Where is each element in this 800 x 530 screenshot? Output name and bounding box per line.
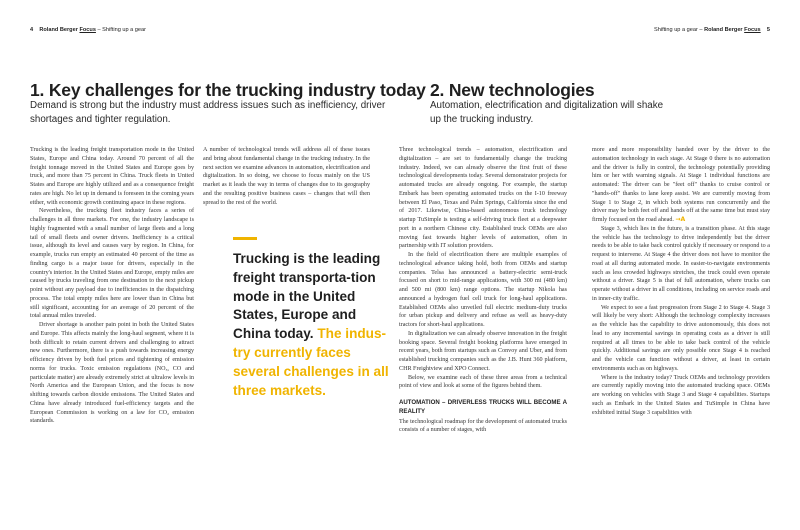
- brand-left: Roland Berger: [39, 27, 78, 33]
- body-paragraph: The technological roadmap for the development of automated trucks consists of a number of stages, with: [399, 418, 567, 434]
- section1-subtitle: Demand is strong but the industry must address issues such as inefficiency, driver shortages and tighter regulation.: [30, 100, 386, 125]
- body-paragraph: We expect to see a fast progression from Stage 2 to Stage 4. Stage 3 will likely be very short: Although the technology complexity increases as the vehicle has the capability to drive autonomously, this does not lead to any incremental savings in operating costs as a driver is still required at all times to be able to take back control of the vehicle quickly. Additional savings are only possible once Stage 4 is reached and the vehicle can function without a driver, at least in certain environments such as on highways.: [592, 304, 770, 372]
- body-paragraph: Nevertheless, the trucking fleet industry faces a series of challenges in all three markets. For one, the industry landscape is highly fragmented with a small number of large fleets and a long tail of small fleets and owner drivers. Inefficiency is a critical issue, although its level and causes vary by region. In China, for example, trucks run empty an estimated 40 percent of the time as finding cargo is a major issue for drivers, especially in the country's interior. In the United States and Europe, empty miles are caused by trucks traveling from one destination to the next pickup point without any payload due to inefficiencies in the dispatching process. The total empty miles here are lower than in China but still significant, accounting for an average of 20 percent of the total annual miles traveled.: [30, 208, 194, 320]
- body-paragraph: Where is the industry today? Truck OEMs and technology providers are currently rapidly moving into the automated trucking space. OEMs are working on vehicles with Stage 3 and Stage 4 capabilities. Startups such as Embark in the United States and TuSimple in China have exhibited initial Stage 3 capabilities with: [592, 374, 770, 416]
- body-paragraph: Below, we examine each of these three areas from a technical point of view and look at some of the figures behind them.: [399, 374, 567, 390]
- publication-title-right: Shifting up a gear –: [653, 27, 705, 33]
- body-paragraph: A number of technological trends will address all of these issues and bring about fundamental change in the trucking industry. In the next section we examine advances in automation, electrification and digitalization. In so doing, we choose to focus mainly on the US market as it leads the way in terms of changes due to its geography and the resulting positive business cases – changes that will then spread to the rest of the world.: [203, 147, 370, 206]
- body-paragraph: Stage 3, which lies in the future, is a transition phase. At this stage the vehicle has the technology to drive independently but the driver needs to be able to take back control quickly if necessary or respond to a request to intervene. At Stage 4 the driver does not have to monitor the road at all during automated mode. In easier-to-navigate environments such as less crowded highways stretches, the truck could even operate without a driver. Stage 5 is that of full automation, where trucks can operate without a driver in all conditions, including on service roads and in inner-city traffic.: [592, 225, 770, 302]
- body-paragraph: In digitalization we can already observe innovation in the freight booking space. Several freight booking platforms have emerged in recent years, both from startups such as Convoy and Uber, and from established trucking companies such as the J.B. Hunt 360 platform, CHR Freightview and XPO Connect.: [399, 330, 567, 372]
- body-paragraph: Trucking is the leading freight transportation mode in the United States, Europe and China today. Around 70 percent of all the freight tonnage moved in the United States and Europe goes by truck, and more than 75 percent in China. Truck fleets in United States and Europe are highly utilized and as a consequence freight rates are high. No let up in demand is foreseen in the coming years either, with economic growth continuing apace in these regions.: [30, 147, 194, 206]
- pull-quote-accent-bar: [233, 237, 257, 240]
- pull-quote: [233, 250, 393, 400]
- section2-column-4: [592, 146, 770, 417]
- pull-quote-main: Trucking is the leading freight transporta-tion mode in the United States, Europe and China today.: [233, 251, 381, 342]
- section1-column-2: [203, 146, 370, 207]
- section1-title: 1. Key challenges for the trucking industry today: [30, 80, 426, 100]
- section1-column-1: [30, 146, 194, 426]
- page-number-right: 5: [766, 27, 770, 33]
- section2-column-3: [399, 146, 567, 435]
- section2-subtitle: Automation, electrification and digitalization will shake up the trucking industry.: [430, 100, 664, 125]
- pull-quote-highlight: The indus-try currently faces several challenges in all three markets.: [233, 326, 389, 398]
- series-left: Focus: [79, 27, 96, 33]
- body-paragraph: In the field of electrification there are multiple examples of technological advance taking hold, both from OEMs and startup companies. Telsa has announced a battery-electric semi-truck focused on short to mid-range applications, with 300 mi (480 km) and 500 mi (800 km) range options. The startup Nikola has announced a hydrogen fuel cell truck for long-haul applications. Established OEMs also unveiled full electric medium-duty trucks for urban pickup and delivery and refuse as well as heavy-duty tractors for short-haul applications.: [399, 252, 567, 328]
- publication-title-left: – Shifting up a gear: [95, 27, 147, 33]
- figure-reference-arrow-icon[interactable]: →A: [675, 216, 686, 223]
- subsection-heading: AUTOMATION – DRIVERLESS TRUCKS WILL BECOME A REALITY: [399, 399, 567, 415]
- body-paragraph: Three technological trends – automation, electrification and digitalization – are set to fundamentally change the trucking industry. Indeed, we can already observe the first fruit of these technological developments today. Several demonstrator projects for automated trucks are already ongoing. For example, the startup Embark has been operating automated trucks on the I-10 freeway between El Paso, Texas and Palm Springs, California since the end of 2017. Likewise, China-based autonomous truck technology startup TuSimple is testing a self-driving truck fleet at a deepwater port in a northern Chinese city. Established truck OEMs are also moving fast towards higher levels of automation, often in partnership with IT solution providers.: [399, 147, 567, 250]
- page-header-right: [654, 27, 770, 33]
- body-paragraph-text: more and more responsibility handed over by the driver to the automation technology in each stage. At Stage 0 there is no automation and the driver is fully in control, the technology potentially providing him or her with warning signals. At Stage 1 individual functions are automated: The driver can be "feet off" thanks to cruise control or "hands-off" thanks to lane keep assist. We are currently moving from Stage 1 to Stage 2, in which both systems run concurrently and the driver may be both feet off and hands off at the same time but must stay firmly focused on the road ahead.: [592, 147, 770, 223]
- body-paragraph: Driver shortage is another pain point in both the United States and Europe. This affects mainly the long-haul segment, where it is both difficult to retain current drivers and challenging to attract new ones. Furthermore, there is a push towards increasing energy efficiency driven by both fuel prices and tightening of emission norms for trucks. Toxic emission regulations (NOₓ, CO and particulate matter) are already extremely strict at ultralow levels in North America and the European Union, and the focus is now shifting towards carbon dioxide emissions. The United States and China have already introduced fuel-efficiency targets and the European Commission is working on a law for CO₂ emission standards.: [30, 322, 194, 425]
- body-paragraph: [592, 146, 770, 225]
- page-header-left: [30, 27, 146, 33]
- page-number-left: 4: [30, 27, 34, 33]
- brand-right: Roland Berger: [704, 27, 743, 33]
- section2-title: 2. New technologies: [430, 80, 595, 100]
- series-right: Focus: [744, 27, 761, 33]
